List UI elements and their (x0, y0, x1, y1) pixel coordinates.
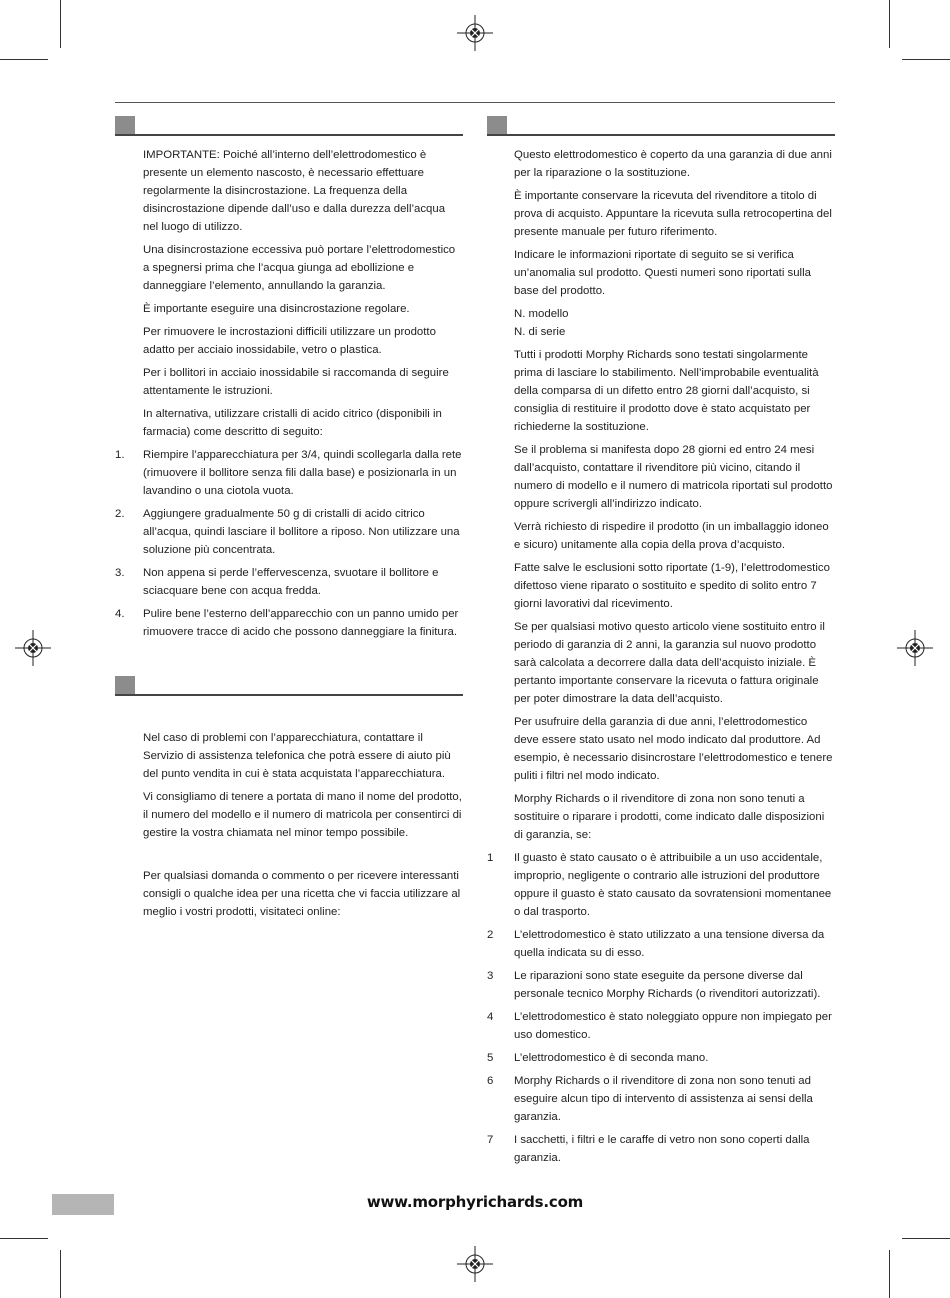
paragraph: Fatte salve le esclusioni sotto riportate (1-9), l’elettrodomestico difettoso viene riparato o sostituito e spedito di solito entro 7 giorni lavorativi dal ricevimento. (514, 562, 830, 610)
registration-mark-icon (457, 15, 493, 51)
page-number-tab (52, 1194, 114, 1215)
exclusion-number: 7 (487, 1134, 494, 1146)
paragraph: Una disincrostazione eccessiva può portare l’elettrodomestico a spegnersi prima che l’acqua giunga ad ebollizione e danneggiare l’elemento, annullando la garanzia. (143, 244, 456, 292)
exclusion-text: L’elettrodomestico è stato utilizzato a una tensione diversa da quella indicata su di esso. (514, 929, 825, 959)
section-header-descaling (115, 116, 463, 136)
registration-mark-icon (15, 630, 51, 666)
paragraph: Nel caso di problemi con l’apparecchiatura, contattare il Servizio di assistenza telefonica che potrà essere di aiuto più del punto vendita in cui è stata acquistata l’apparecchiatura. (143, 732, 451, 780)
warranty-section (487, 146, 835, 1172)
paragraph: Morphy Richards o il rivenditore di zona non sono tenuti a sostituire o riparare i prodotti, come indicato dalle disposizioni di garanzia, se: (514, 793, 825, 841)
warranty-exclusions (487, 849, 835, 1167)
crop-mark (0, 59, 48, 60)
exclusion-number: 1 (487, 852, 494, 864)
crop-mark (902, 59, 950, 60)
list-item (487, 1131, 835, 1167)
list-item (115, 605, 463, 641)
registration-mark-icon (897, 630, 933, 666)
footer-website-link[interactable]: www.morphyrichards.com (366, 1193, 584, 1211)
step-text: Pulire bene l’esterno dell’apparecchio con un panno umido per rimuovere tracce di acido che possono danneggiare la finitura. (143, 608, 459, 638)
step-number: 2. (115, 508, 125, 520)
paragraph: Se il problema si manifesta dopo 28 giorni ed entro 24 mesi dall’acquisto, contattare il rivenditore più vicino, citando il numero di modello e il numero di matricola riportati sul prodotto oppure scrivergli all’indirizzo indicato. (514, 444, 833, 510)
crop-mark (60, 1250, 61, 1298)
model-label: N. modello (514, 308, 569, 320)
paragraph: È importante conservare la ricevuta del rivenditore a titolo di prova di acquisto. Appuntare la ricevuta sulla retrocopertina del presente manuale per futuro riferimento. (514, 190, 832, 238)
list-item (487, 849, 835, 921)
descaling-steps (115, 446, 463, 641)
crop-mark (0, 1238, 48, 1239)
exclusion-number: 4 (487, 1011, 494, 1023)
paragraph: Questo elettrodomestico è coperto da una garanzia di due anni per la riparazione o la sostituzione. (514, 149, 832, 179)
exclusion-text: I sacchetti, i filtri e le caraffe di vetro non sono coperti dalla garanzia. (514, 1134, 810, 1164)
paragraph: IMPORTANTE: Poiché all’interno dell’elettrodomestico è presente un elemento nascosto, è necessario effettuare regolarmente la disincrostazione. La frequenza della disincrostazione dipende dall’uso e dalla durezza dell’acqua nel luogo di utilizzo. (143, 149, 446, 233)
list-item (115, 446, 463, 500)
section-marker (115, 676, 135, 696)
step-text: Non appena si perde l’effervescenza, svuotare il bollitore e sciacquare bene con acqua fredda. (143, 567, 439, 597)
list-item (487, 926, 835, 962)
descaling-section (115, 146, 463, 646)
exclusion-text: L’elettrodomestico è stato noleggiato oppure non impiegato per uso domestico. (514, 1011, 832, 1041)
exclusion-number: 2 (487, 929, 494, 941)
crop-mark (889, 0, 890, 48)
list-item (487, 1049, 835, 1067)
step-number: 3. (115, 567, 125, 579)
exclusion-text: Le riparazioni sono state eseguite da persone diverse dal personale tecnico Morphy Richards (o rivenditori autorizzati). (514, 970, 821, 1000)
paragraph: Per i bollitori in acciaio inossidabile si raccomanda di seguire attentamente le istruzioni. (143, 367, 449, 397)
helpline-section (143, 729, 465, 926)
exclusion-number: 3 (487, 970, 494, 982)
exclusion-text: L’elettrodomestico è di seconda mano. (514, 1052, 709, 1064)
paragraph: Per qualsiasi domanda o commento o per ricevere interessanti consigli o qualche idea per una ricetta che vi faccia utilizzare al meglio i vostri prodotti, visitateci online: (143, 870, 461, 918)
list-item (115, 564, 463, 600)
list-item (487, 967, 835, 1003)
paragraph: In alternativa, utilizzare cristalli di acido citrico (disponibili in farmacia) come descritto di seguito: (143, 408, 442, 438)
paragraph: Indicare le informazioni riportate di seguito se si verifica un’anomalia sul prodotto. Questi numeri sono riportati sulla base del prodotto. (514, 249, 811, 297)
step-text: Aggiungere gradualmente 50 g di cristalli di acido citrico all’acqua, quindi lasciare il bollitore a riposo. Non utilizzare una soluzione più concentrata. (143, 508, 460, 556)
exclusion-text: Il guasto è stato causato o è attribuibile a un uso accidentale, improprio, negligente o contrario alle istruzioni del produttore oppure il guasto è stato causato da sovratensioni momentanee o dal trasporto. (514, 852, 832, 918)
model-serial-fields (514, 305, 835, 341)
registration-mark-icon (457, 1246, 493, 1282)
step-number: 1. (115, 449, 125, 461)
crop-mark (902, 1238, 950, 1239)
paragraph: Tutti i prodotti Morphy Richards sono testati singolarmente prima di lasciare lo stabilimento. Nell’improbabile eventualità della comparsa di un difetto entro 28 giorni dall’acquisto, si consiglia di restituire il prodotto dove è stato acquistato per richiederne la sostituzione. (514, 349, 819, 433)
step-number: 4. (115, 608, 125, 620)
section-header-warranty (487, 116, 835, 136)
paragraph: È importante eseguire una disincrostazione regolare. (143, 303, 410, 315)
serial-label: N. di serie (514, 326, 566, 338)
list-item (487, 1072, 835, 1126)
list-item (487, 1008, 835, 1044)
exclusion-number: 6 (487, 1075, 494, 1087)
crop-mark (60, 0, 61, 48)
step-text: Riempire l’apparecchiatura per 3/4, quindi scollegarla dalla rete (rimuovere il bollitore senza fili dalla base) e posizionarla in un lavandino o una ciotola vuota. (143, 449, 462, 497)
paragraph: Se per qualsiasi motivo questo articolo viene sostituito entro il periodo di garanzia di 2 anni, la garanzia sul nuovo prodotto sarà calcolata a decorrere dalla data dell’acquisto iniziale. È pertanto importante conservare la ricevuta o fattura originale per poter dimostrare la data dell’acquisto. (514, 621, 825, 705)
list-item (115, 505, 463, 559)
paragraph: Per rimuovere le incrostazioni difficili utilizzare un prodotto adatto per acciaio inossidabile, vetro o plastica. (143, 326, 436, 356)
section-marker (115, 116, 135, 136)
exclusion-text: Morphy Richards o il rivenditore di zona non sono tenuti ad eseguire alcun tipo di intervento di assistenza ai sensi della garanzia. (514, 1075, 813, 1123)
section-marker (487, 116, 507, 136)
top-rule (115, 102, 835, 103)
paragraph: Per usufruire della garanzia di due anni, l’elettrodomestico deve essere stato usato nel modo indicato dal produttore. Ad esempio, è necessario disincrostare l’elettrodomestico e tenere puliti i filtri nel modo indicato. (514, 716, 833, 782)
paragraph: Verrà richiesto di rispedire il prodotto (in un imballaggio idoneo e sicuro) unitamente alla copia della prova d’acquisto. (514, 521, 829, 551)
exclusion-number: 5 (487, 1052, 494, 1064)
paragraph: Vi consigliamo di tenere a portata di mano il nome del prodotto, il numero del modello e il numero di matricola per consentirci di gestire la vostra chiamata nel minor tempo possibile. (143, 791, 462, 839)
crop-mark (889, 1250, 890, 1298)
section-header-helpline (115, 676, 463, 696)
